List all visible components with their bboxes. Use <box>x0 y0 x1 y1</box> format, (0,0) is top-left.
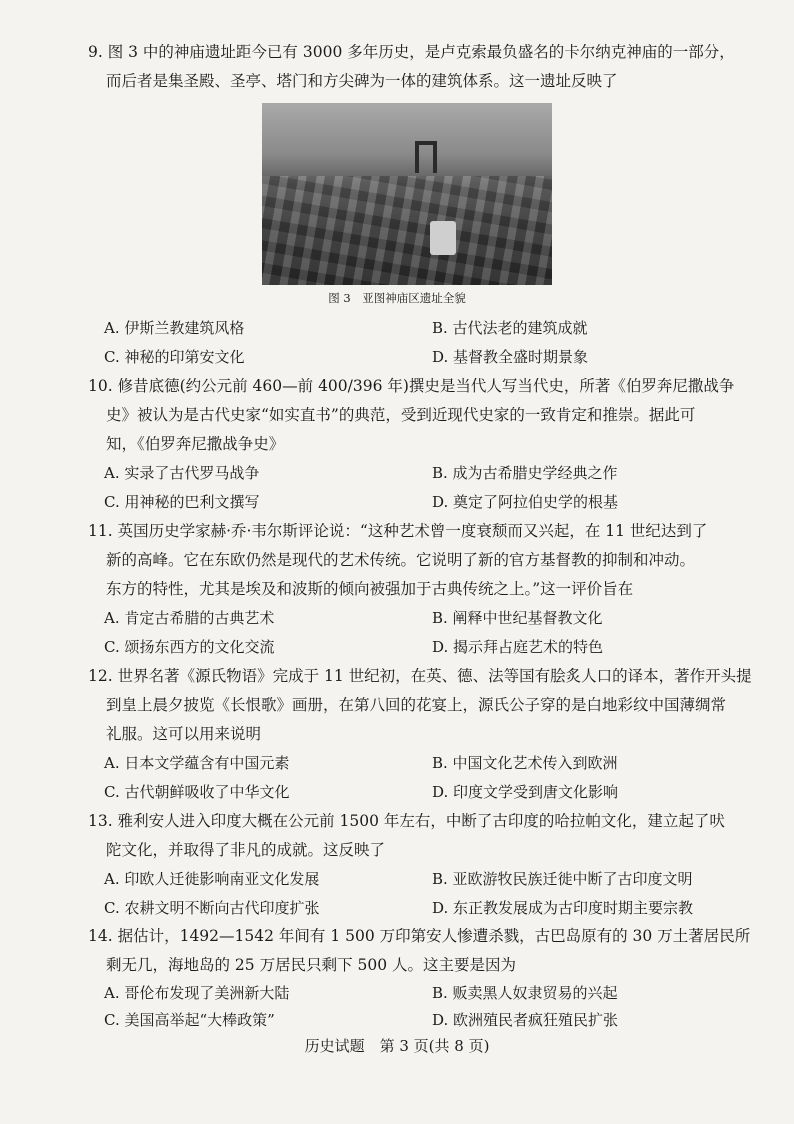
question-stem-line: 到皇上晨夕披览《长恨歌》画册，在第八回的花宴上，源氏公子穿的是白地彩纹中国薄绸常 <box>106 696 727 714</box>
option-b: B. 成为古希腊史学经典之作 <box>432 464 618 482</box>
options-row <box>88 343 738 372</box>
question-stem-line: 而后者是集圣殿、圣亭、塔门和方尖碑为一体的建筑体系。这一遗址反映了 <box>106 72 618 90</box>
options-row <box>88 633 738 662</box>
options-row <box>88 604 738 633</box>
question-stem-line: 10. 修昔底德(约公元前 460—前 400/396 年)撰史是当代人写当代史，所著《伯罗奔尼撒战争 <box>88 377 735 395</box>
question-stem-line: 礼服。这可以用来说明 <box>106 725 262 743</box>
question-9 <box>88 38 738 96</box>
question-stem-line: 新的高峰。它在东欧仍然是现代的艺术传统。它说明了新的官方基督教的抑制和冲动。 <box>106 551 696 569</box>
option-d: D. 基督教全盛时期景象 <box>432 348 589 366</box>
temple-ruins-photo <box>262 103 552 285</box>
options-row <box>88 488 738 517</box>
option-a: A. 实录了古代罗马战争 <box>104 464 260 482</box>
figure-caption: 图 3 亚图神庙区遗址全貌 <box>328 291 466 305</box>
question-10 <box>88 372 738 517</box>
ruins-ground <box>262 176 552 285</box>
temple-gate <box>415 141 437 173</box>
option-d: D. 印度文学受到唐文化影响 <box>432 783 619 801</box>
option-c: C. 用神秘的巴利文撰写 <box>104 493 260 511</box>
page-footer: 历史试题 第 3 页(共 8 页) <box>304 1037 490 1055</box>
option-c: C. 古代朝鲜吸收了中华文化 <box>104 783 290 801</box>
options-row <box>88 778 738 807</box>
option-b: B. 亚欧游牧民族迁徙中断了古印度文明 <box>432 870 693 888</box>
option-a: A. 哥伦布发现了美洲新大陆 <box>104 984 290 1002</box>
question-stem-line: 知，《伯罗奔尼撒战争史》 <box>106 435 285 453</box>
option-d: D. 东正教发展成为古印度时期主要宗教 <box>432 899 694 917</box>
options-row <box>88 1007 738 1034</box>
options-row <box>88 980 738 1007</box>
question-stem-line: 11. 英国历史学家赫·乔·韦尔斯评论说：“这种艺术曾一度衰颓而又兴起，在 11 世纪达到了 <box>88 522 708 540</box>
question-stem-line: 14. 据估计，1492—1542 年间有 1 500 万印第安人惨遭杀戮，古巴岛原有的 30 万土著居民所 <box>88 927 751 945</box>
question-14 <box>88 922 751 1034</box>
question-stem-line: 12. 世界名著《源氏物语》完成于 11 世纪初，在英、德、法等国有脍炙人口的译本，著作开头提 <box>88 667 752 685</box>
options-row <box>88 894 738 923</box>
question-stem-line: 剩无几，海地岛的 25 万居民只剩下 500 人。这主要是因为 <box>106 956 517 974</box>
option-b: B. 阐释中世纪基督教文化 <box>432 609 603 627</box>
option-a: A. 伊斯兰教建筑风格 <box>104 319 245 337</box>
question-stem-line: 史》被认为是古代史家“如实直书”的典范，受到近现代史家的一致肯定和推崇。据此可 <box>106 406 696 424</box>
option-c: C. 美国高举起“大棒政策” <box>104 1011 275 1029</box>
option-d: D. 奠定了阿拉伯史学的根基 <box>432 493 619 511</box>
column-base <box>430 221 456 255</box>
option-d: D. 欧洲殖民者疯狂殖民扩张 <box>432 1011 619 1029</box>
option-a: A. 肯定古希腊的古典艺术 <box>104 609 275 627</box>
question-13 <box>88 807 738 923</box>
question-stem-line: 13. 雅利安人进入印度大概在公元前 1500 年左右，中断了古印度的哈拉帕文化，建立起了吠 <box>88 812 725 830</box>
options-row <box>88 865 738 894</box>
option-c: C. 农耕文明不断向古代印度扩张 <box>104 899 320 917</box>
option-c: C. 颂扬东西方的文化交流 <box>104 638 275 656</box>
question-11 <box>88 517 738 662</box>
option-d: D. 揭示拜占庭艺术的特色 <box>432 638 604 656</box>
option-a: A. 印欧人迁徙影响南亚文化发展 <box>104 870 320 888</box>
question-stem-line: 9. 图 3 中的神庙遗址距今已有 3000 多年历史，是卢克索最负盛名的卡尔纳克神庙的一部分， <box>88 43 735 61</box>
option-a: A. 日本文学蕴含有中国元素 <box>104 754 290 772</box>
options-row <box>88 314 738 343</box>
question-12 <box>88 662 752 807</box>
option-b: B. 贩卖黑人奴隶贸易的兴起 <box>432 984 618 1002</box>
question-stem-line: 陀文化，并取得了非凡的成就。这反映了 <box>106 841 386 859</box>
option-b: B. 古代法老的建筑成就 <box>432 319 588 337</box>
question-stem-line: 东方的特性，尤其是埃及和波斯的倾向被强加于古典传统之上。”这一评价旨在 <box>106 580 634 598</box>
options-row <box>88 459 738 488</box>
question-9-options <box>88 314 738 372</box>
option-c: C. 神秘的印第安文化 <box>104 348 245 366</box>
option-b: B. 中国文化艺术传入到欧洲 <box>432 754 618 772</box>
options-row <box>88 749 738 778</box>
